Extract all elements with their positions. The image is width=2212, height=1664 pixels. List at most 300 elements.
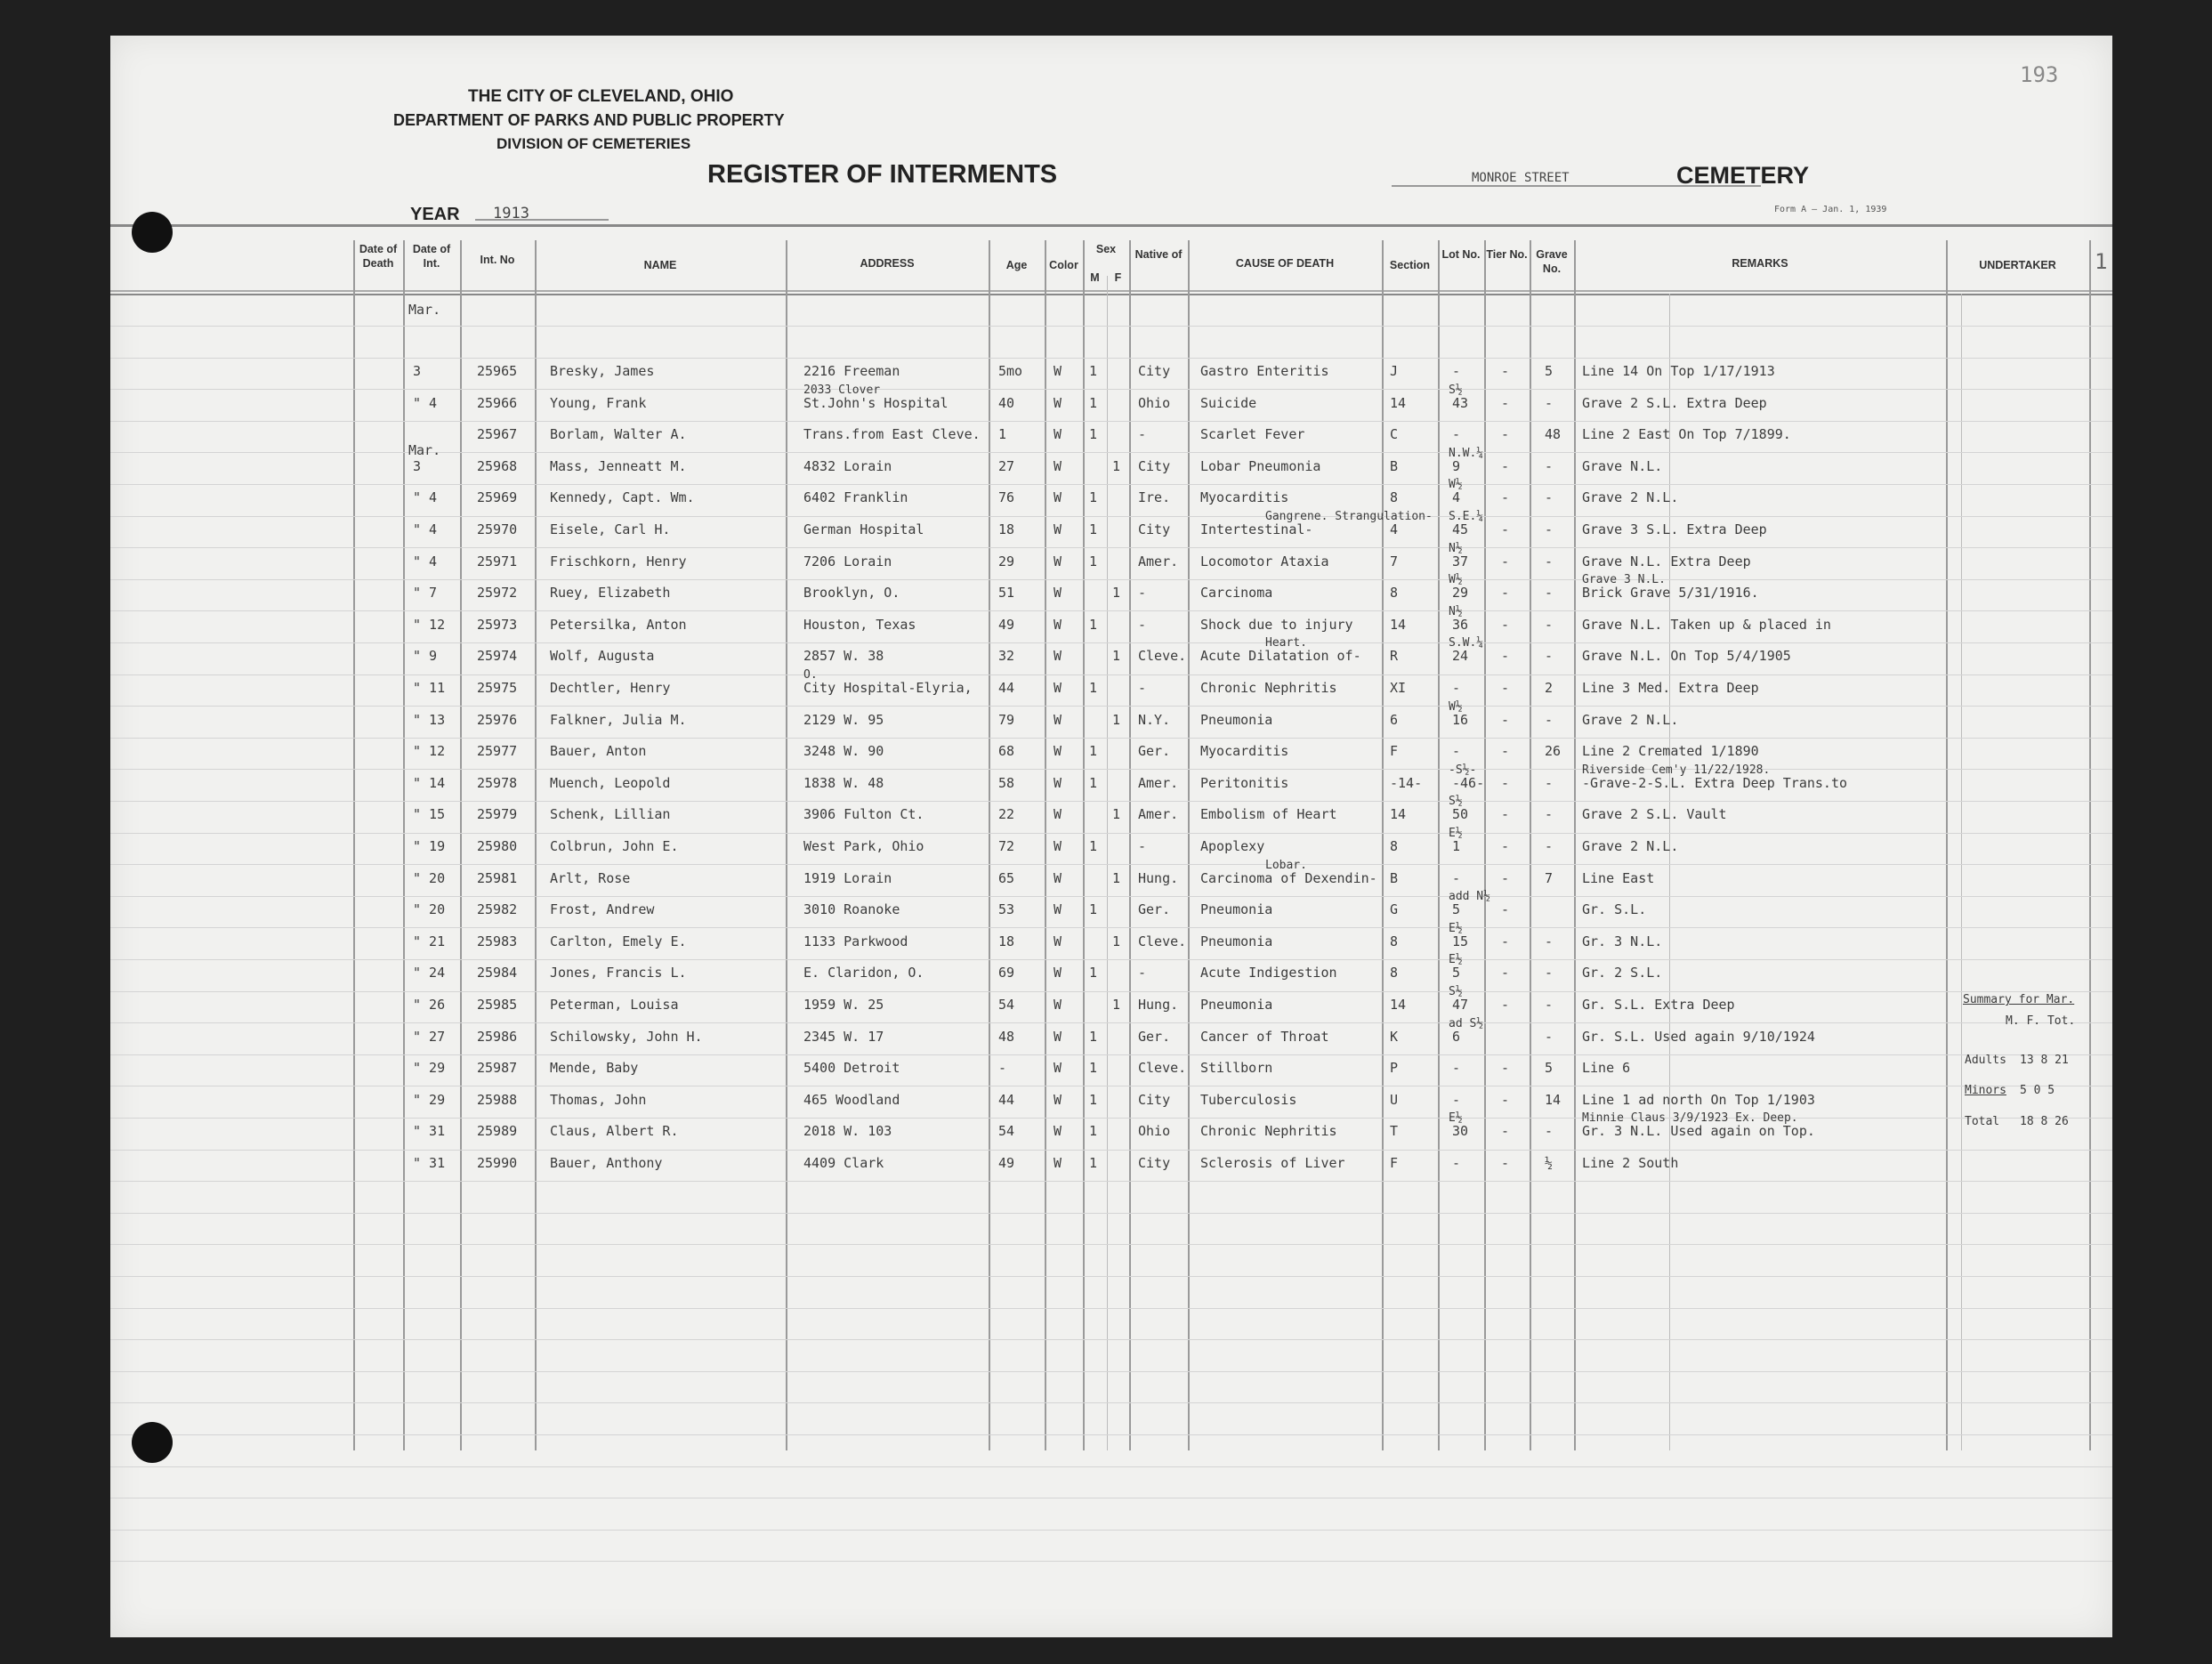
lot-number: 29 [1452,585,1469,602]
col-age: Age [1005,259,1028,271]
table-row [110,742,2112,774]
int-date: " 20 [413,901,446,918]
lot-number: 5 [1452,901,1461,918]
summary-total-label: Total [1965,1115,2000,1128]
department-heading: DEPARTMENT OF PARKS AND PUBLIC PROPERTY [393,111,785,129]
color: W [1054,997,1062,1013]
sex-m: 1 [1089,1060,1098,1077]
age: 18 [998,521,1015,537]
decedent-name: Borlam, Walter A. [550,426,687,443]
cause-of-death: Suicide [1200,394,1257,411]
sex-m: 1 [1089,743,1098,760]
col-sex-f: F [1114,271,1122,284]
int-number: 25978 [477,774,518,791]
age: 1 [998,426,1007,443]
int-number: 25988 [477,1091,518,1108]
table-row [110,1091,2112,1123]
section: -14- [1390,774,1423,791]
address: 4832 Lorain [803,457,892,474]
int-number: 25985 [477,997,518,1013]
address: 2129 W. 95 [803,711,884,728]
age: 40 [998,394,1015,411]
address: 2216 Freeman [803,363,900,379]
ruled-line [110,326,2112,327]
address: E. Claridon, O. [803,965,924,981]
color: W [1054,1091,1062,1108]
lot-fraction: S.E.¼ [1449,510,1484,523]
table-row [110,921,2112,965]
age: 54 [998,1123,1015,1140]
lot-fraction: E½ [1449,953,1463,967]
int-date: " 31 [413,1155,446,1171]
sex-f: 1 [1112,585,1121,602]
lot-fraction: N½ [1449,541,1463,555]
grave-number: - [1545,1028,1554,1045]
table-row [110,604,2112,648]
col-tier: Tier No. [1486,248,1528,261]
color: W [1054,774,1062,791]
page-number: 193 [2020,62,2059,87]
cause-of-death: Tuberculosis [1200,1091,1297,1108]
sex-m: 1 [1089,965,1098,981]
sex-m: 1 [1089,1123,1098,1140]
year-label: YEAR [410,205,460,224]
ruled-line [110,1276,2112,1277]
grave-number: 7 [1545,869,1554,886]
section: T [1390,1123,1399,1140]
ruled-line [110,1213,2112,1214]
remarks: Grave N.L. Taken up & placed in [1582,616,1831,633]
cause-of-death: Lobar Pneumonia [1200,457,1321,474]
native-of: City [1138,363,1171,379]
tier-number: - [1501,869,1510,886]
section: P [1390,1060,1399,1077]
tier-number: - [1501,1123,1510,1140]
summary-minors-label: Minors [1965,1084,2006,1097]
int-number: 25990 [477,1155,518,1171]
address: St.John's Hospital [803,394,949,411]
color: W [1054,394,1062,411]
table-row [110,510,2112,553]
division-heading: DIVISION OF CEMETERIES [496,135,691,152]
sex-m: 1 [1089,394,1098,411]
lot-fraction: W½ [1449,478,1463,492]
section: 6 [1390,711,1399,728]
remarks: -Grave-2-S.L. Extra Deep Trans.to [1582,774,1848,791]
cemetery-name: MONROE STREET [1472,171,1570,185]
color: W [1054,1155,1062,1171]
remarks: Grave 2 S.L. Vault [1582,806,1727,823]
tier-number: - [1501,1060,1510,1077]
address: 1838 W. 48 [803,774,884,791]
lot-number: 4 [1452,489,1461,506]
address: 1919 Lorain [803,869,892,886]
int-date: " 12 [413,743,446,760]
lot-fraction: -S½- [1449,763,1477,777]
native-of: City [1138,1091,1171,1108]
color: W [1054,426,1062,443]
age: 49 [998,1155,1015,1171]
sex-f: 1 [1112,457,1121,474]
grave-number: - [1545,521,1554,537]
lot-fraction: ad S½ [1449,1016,1484,1030]
decedent-name: Schenk, Lillian [550,806,671,823]
int-date: " 9 [413,648,438,665]
section: G [1390,901,1399,918]
lot-fraction: E½ [1449,827,1463,840]
cause-of-death: Sclerosis of Liver [1200,1155,1345,1171]
cause-line2: Gangrene. Strangulation- [1265,510,1433,523]
table-row [110,478,2112,521]
age: 49 [998,616,1015,633]
remarks: Line 14 On Top 1/17/1913 [1582,363,1775,379]
int-number: 25969 [477,489,518,506]
color: W [1054,680,1062,696]
remarks: Line 2 South [1582,1155,1679,1171]
cause-line2: Heart. [1265,636,1307,650]
remarks: Gr. S.L. Used again 9/10/1924 [1582,1028,1815,1045]
cause-of-death: Pneumonia [1200,997,1273,1013]
table-row [110,858,2112,901]
table-row [110,1154,2112,1186]
decedent-name: Young, Frank [550,394,647,411]
remarks: Grave 2 N.L. [1582,838,1679,854]
cause-of-death: Acute Indigestion [1200,965,1337,981]
int-number: 25975 [477,680,518,696]
col-sex: Sex [1095,243,1117,255]
int-number: 25980 [477,838,518,854]
remarks: Gr. S.L. Extra Deep [1582,997,1735,1013]
section: B [1390,869,1399,886]
form-id: Form A — Jan. 1, 1939 [1774,205,1887,214]
age: 29 [998,553,1015,569]
tier-number: - [1501,901,1510,918]
age: 76 [998,489,1015,506]
decedent-name: Petersilka, Anton [550,616,687,633]
color: W [1054,869,1062,886]
summary-adults-label: Adults [1965,1054,2006,1067]
color: W [1054,1060,1062,1077]
lot-number: 24 [1452,648,1469,665]
native-of: Cleve. [1138,648,1187,665]
sex-m: 1 [1089,1028,1098,1045]
month-marker: Mar. [408,302,441,318]
grave-number: 14 [1545,1091,1562,1108]
int-date: " 19 [413,838,446,854]
lot-number: 6 [1452,1028,1461,1045]
remarks-line2: Grave 3 N.L. [1582,573,1666,587]
tier-number: - [1501,933,1510,949]
remarks: Line 2 East On Top 7/1899. [1582,426,1791,443]
section: 8 [1390,489,1399,506]
native-of: Ger. [1138,743,1171,760]
col-int-no: Int. No [480,254,515,266]
summary-title: Summary for Mar. [1963,993,2075,1006]
decedent-name: Mass, Jenneatt M. [550,457,687,474]
int-number: 25984 [477,965,518,981]
color: W [1054,363,1062,379]
grave-number: - [1545,616,1554,633]
grave-number: - [1545,774,1554,791]
decedent-name: Muench, Leopold [550,774,671,791]
col-grave: Grave No. [1536,248,1568,275]
section: XI [1390,680,1407,696]
lot-number: - [1452,680,1461,696]
sex-m: 1 [1089,901,1098,918]
decedent-name: Mende, Baby [550,1060,639,1077]
int-number: 25965 [477,363,518,379]
color: W [1054,489,1062,506]
tier-number: - [1501,1091,1510,1108]
age: 65 [998,869,1015,886]
native-of: Cleve. [1138,933,1187,949]
section: F [1390,743,1399,760]
color: W [1054,743,1062,760]
table-row [110,636,2112,679]
table-row [110,699,2112,743]
sex-m: 1 [1089,1091,1098,1108]
int-date: " 4 [413,489,438,506]
col-color: Color [1049,259,1078,271]
cause-of-death: Chronic Nephritis [1200,1123,1337,1140]
cause-of-death: Stillborn [1200,1060,1273,1077]
tier-number: - [1501,585,1510,602]
cause-of-death: Pneumonia [1200,711,1273,728]
int-date: " 4 [413,553,438,569]
col-remarks: REMARKS [1732,257,1788,270]
cause-of-death: Myocarditis [1200,489,1289,506]
table-row [110,362,2112,394]
decedent-name: Frischkorn, Henry [550,553,687,569]
decedent-name: Eisele, Carl H. [550,521,671,537]
age: 22 [998,806,1015,823]
decedent-name: Carlton, Emely E. [550,933,687,949]
address: 3248 W. 90 [803,743,884,760]
section: R [1390,648,1399,665]
int-number: 25979 [477,806,518,823]
lot-number: 37 [1452,553,1469,569]
address: 5400 Detroit [803,1060,900,1077]
color: W [1054,711,1062,728]
section: F [1390,1155,1399,1171]
remarks: Gr. 2 S.L. [1582,965,1663,981]
address: 7206 Lorain [803,553,892,569]
age: 54 [998,997,1015,1013]
ruled-line [110,1561,2112,1562]
int-number: 25983 [477,933,518,949]
table-row [110,1059,2112,1091]
address-line2: O. [803,668,818,682]
lot-number: - [1452,363,1461,379]
table-row [110,383,2112,426]
address-line2: 2033 Clover [803,383,881,397]
sex-m: 1 [1089,680,1098,696]
summary-total: 18 8 26 [2020,1115,2069,1128]
summary-columns: M. F. Tot. [2006,1014,2076,1028]
sex-f: 1 [1112,648,1121,665]
col-lot: Lot No. [1441,248,1481,261]
remarks: Grave N.L. [1582,457,1663,474]
remarks-line2: Minnie Claus 3/9/1923 Ex. Deep. [1582,1111,1798,1126]
cause-of-death: Carcinoma [1200,585,1273,602]
color: W [1054,806,1062,823]
year-underline [475,219,609,221]
sex-f: 1 [1112,806,1121,823]
section: 14 [1390,394,1407,411]
decedent-name: Colbrun, John E. [550,838,679,854]
tier-number: - [1501,394,1510,411]
native-of: City [1138,521,1171,537]
tier-number: - [1501,774,1510,791]
native-of: Ohio [1138,394,1171,411]
color: W [1054,553,1062,569]
int-date: " 4 [413,394,438,411]
decedent-name: Ruey, Elizabeth [550,585,671,602]
remarks: Gr. S.L. [1582,901,1647,918]
color: W [1054,1028,1062,1045]
int-number: 25966 [477,394,518,411]
month-marker: Mar. [408,441,441,458]
cause-of-death: Intertestinal- [1200,521,1313,537]
native-of: - [1138,680,1147,696]
age: 44 [998,680,1015,696]
native-of: Cleve. [1138,1060,1187,1077]
lot-number: - [1452,743,1461,760]
int-number: 25972 [477,585,518,602]
native-of: Ohio [1138,1123,1171,1140]
int-date: " 31 [413,1123,446,1140]
sex-f: 1 [1112,933,1121,949]
section: B [1390,457,1399,474]
decedent-name: Thomas, John [550,1091,647,1108]
decedent-name: Wolf, Augusta [550,648,655,665]
int-number: 25968 [477,457,518,474]
sex-m: 1 [1089,521,1098,537]
native-of: Ger. [1138,901,1171,918]
table-row [110,763,2112,806]
grave-number: - [1545,933,1554,949]
tier-number: - [1501,426,1510,443]
tier-number: - [1501,680,1510,696]
cause-of-death: Acute Dilatation of- [1200,648,1361,665]
tier-number: - [1501,489,1510,506]
lot-number: 9 [1452,457,1461,474]
col-native: Native of [1134,248,1183,261]
age: 72 [998,838,1015,854]
color: W [1054,933,1062,949]
lot-fraction: N.W.¼ [1449,446,1484,460]
int-number: 25970 [477,521,518,537]
int-date: " 20 [413,869,446,886]
cause-of-death: Locomotor Ataxia [1200,553,1329,569]
remarks: Grave 3 S.L. Extra Deep [1582,521,1767,537]
address: 6402 Franklin [803,489,908,506]
col-sex-m: M [1090,271,1100,284]
ruled-line [110,1402,2112,1403]
remarks: Line 1 ad north On Top 1/1903 [1582,1091,1815,1108]
decedent-name: Claus, Albert R. [550,1123,679,1140]
int-number: 25989 [477,1123,518,1140]
address: German Hospital [803,521,924,537]
lot-fraction: S½ [1449,985,1463,998]
binder-hole-top [132,212,173,253]
native-of: - [1138,838,1147,854]
color: W [1054,648,1062,665]
decedent-name: Bresky, James [550,363,655,379]
lot-fraction: add N½ [1449,890,1490,904]
side-page-number: 1 [2095,249,2108,274]
lot-number: - [1452,1155,1461,1171]
lot-fraction: S½ [1449,795,1463,809]
grave-number: - [1545,457,1554,474]
grave-number: 2 [1545,680,1554,696]
section: C [1390,426,1399,443]
int-date: " 15 [413,806,446,823]
int-number: 25982 [477,901,518,918]
tier-number: - [1501,997,1510,1013]
ruled-line [110,1339,2112,1340]
sex-f: 1 [1112,997,1121,1013]
lot-number: 45 [1452,521,1469,537]
address: City Hospital-Elyria, [803,680,973,696]
lot-number: 15 [1452,933,1469,949]
grave-number: 5 [1545,363,1554,379]
grave-number: - [1545,394,1554,411]
col-name: NAME [643,259,677,271]
address: West Park, Ohio [803,838,924,854]
lot-number: - [1452,426,1461,443]
native-of: Amer. [1138,774,1179,791]
col-address: ADDRESS [860,257,915,270]
cause-of-death: Cancer of Throat [1200,1028,1329,1045]
lot-number: 36 [1452,616,1469,633]
col-date-of-death: Date of Death [359,243,398,270]
cause-of-death: Carcinoma of Dexendin- [1200,869,1377,886]
grave-number: 48 [1545,426,1562,443]
remarks: Grave N.L. Extra Deep [1582,553,1751,569]
age: 69 [998,965,1015,981]
age: 58 [998,774,1015,791]
table-row [110,573,2112,616]
color: W [1054,616,1062,633]
cause-of-death: Gastro Enteritis [1200,363,1329,379]
remarks: Line 2 Cremated 1/1890 [1582,743,1759,760]
native-of: Hung. [1138,997,1179,1013]
int-number: 25976 [477,711,518,728]
tier-number: - [1501,838,1510,854]
address: 3010 Roanoke [803,901,900,918]
native-of: - [1138,616,1147,633]
cause-of-death: Scarlet Fever [1200,426,1305,443]
section: 14 [1390,997,1407,1013]
int-date: " 29 [413,1060,446,1077]
sex-m: 1 [1089,489,1098,506]
address: 2857 W. 38 [803,648,884,665]
int-date: 3 [413,363,422,379]
cemetery-label: CEMETERY [1676,162,1810,189]
summary-adults: 13 8 21 [2020,1054,2069,1067]
age: 27 [998,457,1015,474]
lot-fraction: W½ [1449,699,1463,714]
int-number: 25977 [477,743,518,760]
lot-number: -46- [1452,774,1485,791]
native-of: - [1138,585,1147,602]
register-title: REGISTER OF INTERMENTS [707,160,1058,189]
age: - [998,1060,1007,1077]
header-rule-bottom [110,294,2112,295]
int-date: " 29 [413,1091,446,1108]
grave-number: - [1545,1123,1554,1140]
